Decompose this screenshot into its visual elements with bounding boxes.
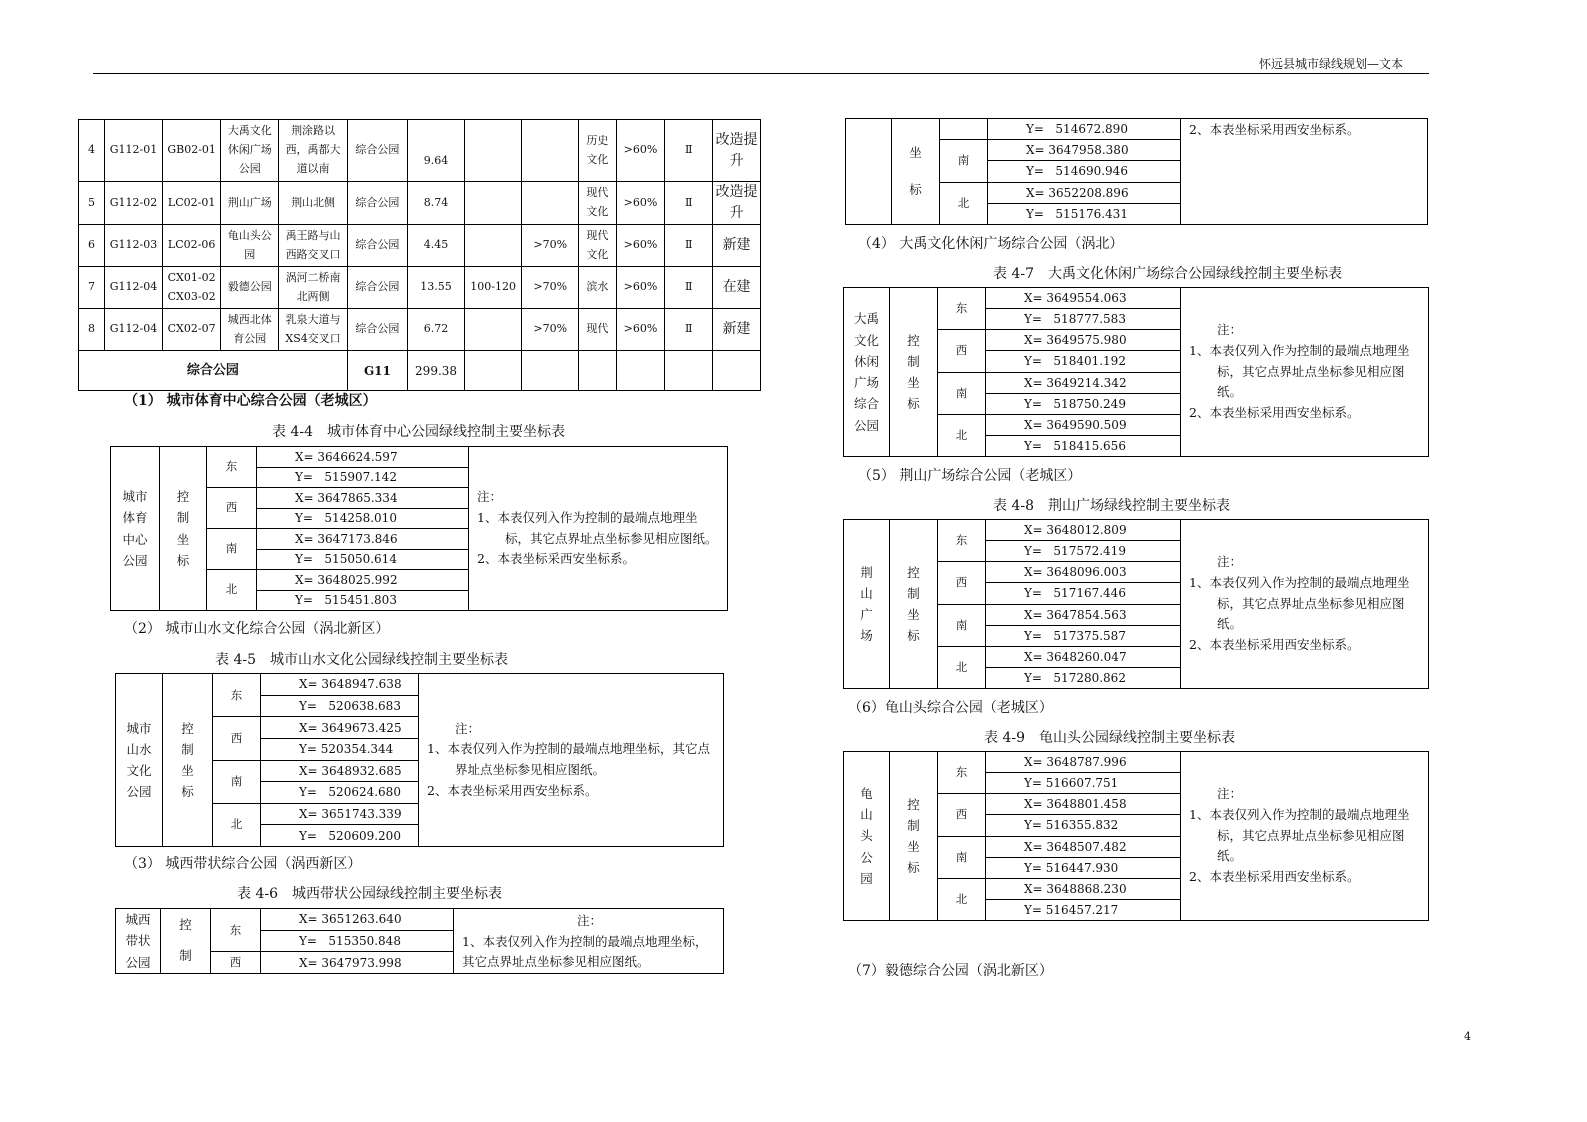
coord-cell: Y= 516457.217 bbox=[986, 899, 1181, 920]
area-cell: 13.55 bbox=[408, 267, 465, 309]
coord-cell: Y= 520624.680 bbox=[261, 782, 419, 804]
coord-cell: Y= 514258.010 bbox=[257, 508, 469, 529]
coord-cell: Y= 520354.344 bbox=[261, 738, 419, 760]
coord-row bbox=[844, 288, 1429, 309]
note-cell: 注： 1、本表仅列入作为控制的最端点地理坐标，其它点界址点坐标参见相应图纸。 2、本表坐标采用西安坐标系。 bbox=[1181, 288, 1429, 457]
dir-north-cell: 北 bbox=[940, 182, 988, 224]
total-code: G11 bbox=[347, 351, 407, 391]
coord-cell: X= 3648868.230 bbox=[986, 878, 1181, 899]
green-ratio-cell: >60% bbox=[616, 267, 665, 309]
dir-north-cell: 北 bbox=[207, 570, 257, 611]
park-name-cell: 城市体育中心公园 bbox=[111, 447, 160, 611]
col9-cell: >70% bbox=[522, 309, 579, 351]
dir-west-cell: 西 bbox=[207, 488, 257, 529]
dir-south-cell: 南 bbox=[938, 836, 986, 878]
grade-cell: Ⅱ bbox=[665, 225, 713, 267]
row-number: 7 bbox=[79, 267, 105, 309]
note-cell: 注： 1、本表仅列入作为控制的最端点地理坐标，其它点界址点坐标参见相应图纸。 2、本表坐标采用西安坐标系。 bbox=[419, 674, 724, 847]
area-cell: 8.74 bbox=[408, 182, 465, 225]
mode-cell: 改造提升 bbox=[713, 182, 761, 225]
dir-east-cell: 东 bbox=[938, 752, 986, 794]
coord-cell: X= 3649554.063 bbox=[986, 288, 1181, 309]
park-name-cell: 龟山头公园 bbox=[844, 752, 890, 921]
park-name-cell: 毅德公园 bbox=[221, 267, 279, 309]
coord-cell: Y= 515176.431 bbox=[988, 203, 1181, 224]
table-row bbox=[79, 267, 761, 309]
type-cell: 综合公园 bbox=[347, 225, 407, 267]
coord-cell: Y= 518401.192 bbox=[986, 351, 1181, 372]
table-4-8-caption: 表 4-8 荆山广场绿线控制主要坐标表 bbox=[993, 498, 1230, 514]
code-cell: G112-03 bbox=[104, 225, 162, 267]
grade-cell: Ⅱ bbox=[665, 267, 713, 309]
code-cell: G112-04 bbox=[104, 267, 162, 309]
dir-west-cell: 西 bbox=[938, 330, 986, 372]
section-6-heading: （6）龟山头综合公园（老城区） bbox=[848, 700, 1053, 716]
section-2-heading: （2） 城市山水文化综合公园（涡北新区） bbox=[124, 621, 390, 637]
location-cell: 涡河二桥南北两侧 bbox=[279, 267, 348, 309]
col9-cell: >70% bbox=[522, 225, 579, 267]
plot-cell: LC02-01 bbox=[163, 182, 221, 225]
coord-row bbox=[111, 447, 728, 468]
area-cell: 6.72 bbox=[408, 309, 465, 351]
theme-cell: 现代文化 bbox=[579, 182, 616, 225]
green-ratio-cell: >60% bbox=[616, 309, 665, 351]
coord-cell: Y= 520638.683 bbox=[261, 695, 419, 717]
park-name-cell: 龟山头公园 bbox=[221, 225, 279, 267]
coord-cell: Y= 517280.862 bbox=[986, 667, 1181, 688]
section-5-heading: （5） 荆山广场综合公园（老城区） bbox=[858, 468, 1082, 484]
coord-cell: X= 3649214.342 bbox=[986, 372, 1181, 393]
col9-cell bbox=[522, 182, 579, 225]
coord-cell: Y= 516447.930 bbox=[986, 857, 1181, 878]
coord-cell: Y= 514672.890 bbox=[988, 119, 1181, 140]
section-4-heading: （4） 大禹文化休闲广场综合公园（涡北） bbox=[858, 236, 1124, 252]
note-cell: 注： 1、本表仅列入作为控制的最端点地理坐标，其它点界址点坐标参见相应图纸。 2、本表坐标采用西安坐标系。 bbox=[1181, 752, 1429, 921]
col8-cell bbox=[465, 182, 522, 225]
coord-cell: X= 3648096.003 bbox=[986, 562, 1181, 583]
coord-cell: Y= 520609.200 bbox=[261, 825, 419, 847]
mode-cell: 在建 bbox=[713, 267, 761, 309]
green-ratio-cell: >60% bbox=[616, 120, 665, 182]
coord-cell: Y= 518777.583 bbox=[986, 309, 1181, 330]
dir-east-cell: 东 bbox=[938, 288, 986, 330]
total-label: 综合公园 bbox=[79, 351, 348, 391]
park-name-cell: 城市山水文化公园 bbox=[116, 674, 163, 847]
grade-cell: Ⅱ bbox=[665, 120, 713, 182]
coord-cell: X= 3652208.896 bbox=[988, 182, 1181, 203]
location-cell: 乳泉大道与XS4交叉口 bbox=[279, 309, 348, 351]
table-4-6-caption: 表 4-6 城西带状公园绿线控制主要坐标表 bbox=[237, 886, 502, 902]
ctrl-coord-cell: 控制坐标 bbox=[890, 752, 938, 921]
green-ratio-cell: >60% bbox=[616, 225, 665, 267]
dir-north-cell: 北 bbox=[938, 878, 986, 920]
dir-west-cell: 西 bbox=[938, 794, 986, 836]
total-row bbox=[79, 351, 761, 391]
type-cell: 综合公园 bbox=[347, 267, 407, 309]
dir-west-cell: 西 bbox=[938, 562, 986, 604]
row-number: 8 bbox=[79, 309, 105, 351]
coord-cell: Y= 515451.803 bbox=[257, 590, 469, 611]
coord-cell: Y= 515907.142 bbox=[257, 467, 469, 488]
dir-north-cell: 北 bbox=[938, 646, 986, 688]
coord-cell: Y= 516607.751 bbox=[986, 773, 1181, 794]
theme-cell: 历史文化 bbox=[579, 120, 616, 182]
comprehensive-park-table bbox=[78, 119, 761, 391]
table-4-4-caption: 表 4-4 城市体育中心公园绿线控制主要坐标表 bbox=[272, 424, 565, 440]
ctrl-coord-cell: 控制坐标 bbox=[163, 674, 213, 847]
coord-cell: Y= 517375.587 bbox=[986, 625, 1181, 646]
total-area: 299.38 bbox=[408, 351, 465, 391]
coord-cell: Y= 514690.946 bbox=[988, 161, 1181, 182]
coord-cell: Y= 515050.614 bbox=[257, 549, 469, 570]
mode-cell: 新建 bbox=[713, 309, 761, 351]
ctrl-coord-cell: 控制坐标 bbox=[890, 520, 938, 689]
table-4-7 bbox=[843, 287, 1429, 457]
note-cell: 注： 1、本表仅列入作为控制的最端点地理坐标，其它点界址点坐标参见相应图纸。 2、本表坐标采西安坐标系。 bbox=[469, 447, 728, 611]
dir-south-cell: 南 bbox=[938, 604, 986, 646]
col9-cell bbox=[522, 120, 579, 182]
coord-cell: Y= 517572.419 bbox=[986, 541, 1181, 562]
empty-cell bbox=[465, 351, 522, 391]
table-4-4 bbox=[110, 446, 728, 611]
plot-cell: GB02-01 bbox=[163, 120, 221, 182]
park-name-cell: 城西北体育公园 bbox=[221, 309, 279, 351]
empty-cell bbox=[616, 351, 665, 391]
coord-cell: Y= 518415.656 bbox=[986, 435, 1181, 456]
note-cell: 注： 1、本表仅列入作为控制的最端点地理坐标，其它点界址点坐标参见相应图纸。 bbox=[454, 909, 724, 974]
ctrl-coord-cell: 控制坐标 bbox=[160, 447, 207, 611]
dir-north-cell: 北 bbox=[213, 803, 261, 846]
section-3-heading: （3） 城西带状综合公园（涡西新区） bbox=[124, 856, 362, 872]
document-header-title: 怀远县城市绿线规划—文本 bbox=[1258, 57, 1403, 71]
table-4-9-caption: 表 4-9 龟山头公园绿线控制主要坐标表 bbox=[984, 730, 1235, 746]
coord-cell: X= 3647973.998 bbox=[261, 952, 454, 974]
dir-west-cell: 西 bbox=[213, 717, 261, 760]
coord-cell: X= 3648932.685 bbox=[261, 760, 419, 782]
code-cell: G112-04 bbox=[104, 309, 162, 351]
dir-south-cell: 南 bbox=[940, 140, 988, 182]
type-cell: 综合公园 bbox=[347, 120, 407, 182]
location-cell: 禹王路与山西路交叉口 bbox=[279, 225, 348, 267]
dir-south-cell: 南 bbox=[213, 760, 261, 803]
theme-cell: 滨水 bbox=[579, 267, 616, 309]
ctrl-coord-cell: 控制坐标 bbox=[890, 288, 938, 457]
plot-cell: CX02-07 bbox=[163, 309, 221, 351]
table-4-8 bbox=[843, 519, 1429, 689]
section-7-heading: （7）毅德综合公园（涡北新区） bbox=[848, 963, 1053, 979]
ctrl-coord-cell: 控制 bbox=[161, 909, 211, 974]
row-number: 4 bbox=[79, 120, 105, 182]
coord-cell: X= 3647173.846 bbox=[257, 529, 469, 550]
col8-cell: 100-120 bbox=[465, 267, 522, 309]
table-row bbox=[79, 225, 761, 267]
coord-cell: X= 3648947.638 bbox=[261, 674, 419, 696]
coord-row bbox=[844, 752, 1429, 773]
table-4-7-caption: 表 4-7 大禹文化休闲广场综合公园绿线控制主要坐标表 bbox=[993, 266, 1342, 282]
park-name-cell bbox=[846, 119, 892, 225]
coord-cell: X= 3649673.425 bbox=[261, 717, 419, 739]
ctrl-coord-cell: 坐标 bbox=[892, 119, 940, 225]
park-name-cell: 城西带状公园 bbox=[116, 909, 161, 974]
coord-cell: X= 3649590.509 bbox=[986, 414, 1181, 435]
dir-east-cell: 东 bbox=[213, 674, 261, 717]
col8-cell bbox=[465, 225, 522, 267]
park-name-cell: 荆山广场 bbox=[844, 520, 890, 689]
table-4-9 bbox=[843, 751, 1429, 921]
page-number: 4 bbox=[1464, 1030, 1471, 1043]
coord-cell: X= 3647958.380 bbox=[988, 140, 1181, 161]
dir-east-cell: 东 bbox=[211, 909, 261, 952]
row-number: 6 bbox=[79, 225, 105, 267]
dir-north-cell: 北 bbox=[938, 414, 986, 456]
dir-east-cell: 东 bbox=[938, 520, 986, 562]
theme-cell: 现代 bbox=[579, 309, 616, 351]
empty-cell bbox=[579, 351, 616, 391]
table-4-5 bbox=[115, 673, 724, 847]
col8-cell bbox=[465, 120, 522, 182]
coord-cell: X= 3647854.563 bbox=[986, 604, 1181, 625]
empty-cell bbox=[713, 351, 761, 391]
area-cell: 9.64 bbox=[408, 120, 465, 182]
note-cell: 2、本表坐标采用西安坐标系。 bbox=[1181, 119, 1428, 225]
area-cell: 4.45 bbox=[408, 225, 465, 267]
dir-south-cell: 南 bbox=[938, 372, 986, 414]
coord-row bbox=[116, 674, 724, 696]
grade-cell: Ⅱ bbox=[665, 182, 713, 225]
green-ratio-cell: >60% bbox=[616, 182, 665, 225]
table-4-6-continued bbox=[845, 118, 1428, 225]
coord-cell: X= 3649575.980 bbox=[986, 330, 1181, 351]
coord-cell: X= 3648260.047 bbox=[986, 646, 1181, 667]
dir-west-cell bbox=[940, 119, 988, 140]
table-4-5-caption: 表 4-5 城市山水文化公园绿线控制主要坐标表 bbox=[215, 652, 508, 668]
empty-cell bbox=[522, 351, 579, 391]
row-number: 5 bbox=[79, 182, 105, 225]
park-name-cell: 荆山广场 bbox=[221, 182, 279, 225]
coord-cell: X= 3648787.996 bbox=[986, 752, 1181, 773]
coord-cell: X= 3648025.992 bbox=[257, 570, 469, 591]
section-1-heading: （1） 城市体育中心综合公园（老城区） bbox=[124, 393, 377, 409]
col9-cell: >70% bbox=[522, 267, 579, 309]
note-cell: 注： 1、本表仅列入作为控制的最端点地理坐标，其它点界址点坐标参见相应图纸。 2、本表坐标采用西安坐标系。 bbox=[1181, 520, 1429, 689]
park-name-cell: 大禹文化休闲广场综合公园 bbox=[844, 288, 890, 457]
dir-east-cell: 东 bbox=[207, 447, 257, 488]
table-row bbox=[79, 120, 761, 182]
code-cell: G112-02 bbox=[104, 182, 162, 225]
coord-cell: Y= 515350.848 bbox=[261, 930, 454, 952]
coord-cell: X= 3646624.597 bbox=[257, 447, 469, 468]
mode-cell: 改造提升 bbox=[713, 120, 761, 182]
table-row bbox=[79, 182, 761, 225]
dir-west-cell: 西 bbox=[211, 952, 261, 974]
coord-row bbox=[844, 520, 1429, 541]
coord-cell: X= 3648507.482 bbox=[986, 836, 1181, 857]
coord-cell: X= 3647865.334 bbox=[257, 488, 469, 509]
coord-cell: Y= 517167.446 bbox=[986, 583, 1181, 604]
coord-cell: X= 3651743.339 bbox=[261, 803, 419, 825]
theme-cell: 现代文化 bbox=[579, 225, 616, 267]
coord-cell: X= 3648012.809 bbox=[986, 520, 1181, 541]
coord-cell: X= 3648801.458 bbox=[986, 794, 1181, 815]
park-name-cell: 大禹文化休闲广场公园 bbox=[221, 120, 279, 182]
coord-cell: Y= 516355.832 bbox=[986, 815, 1181, 836]
dir-south-cell: 南 bbox=[207, 529, 257, 570]
table-4-6 bbox=[115, 908, 724, 974]
type-cell: 综合公园 bbox=[347, 182, 407, 225]
grade-cell: Ⅱ bbox=[665, 309, 713, 351]
location-cell: 荆涂路以西，禹都大道以南 bbox=[279, 120, 348, 182]
location-cell: 荆山北侧 bbox=[279, 182, 348, 225]
table-row bbox=[79, 309, 761, 351]
type-cell: 综合公园 bbox=[347, 309, 407, 351]
coord-cell: Y= 518750.249 bbox=[986, 393, 1181, 414]
coord-cell: X= 3651263.640 bbox=[261, 909, 454, 931]
empty-cell bbox=[665, 351, 713, 391]
header-rule bbox=[93, 73, 1429, 74]
plot-cell: LC02-06 bbox=[163, 225, 221, 267]
col8-cell bbox=[465, 309, 522, 351]
plot-cell: CX01-02 CX03-02 bbox=[163, 267, 221, 309]
code-cell: G112-01 bbox=[104, 120, 162, 182]
mode-cell: 新建 bbox=[713, 225, 761, 267]
